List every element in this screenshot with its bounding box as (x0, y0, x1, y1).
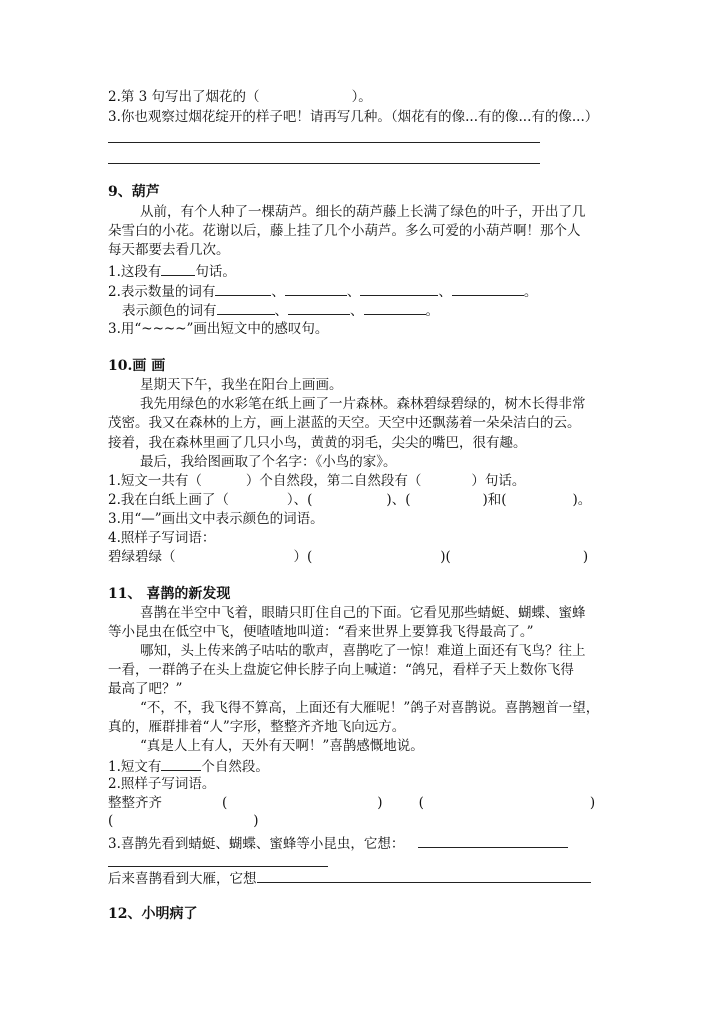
paragraph-line: 朵雪白的小花。花谢以后，藤上挂了几个小葫芦。多么可爱的小葫芦啊！那个人 (108, 223, 581, 239)
question-2-line (108, 88, 372, 106)
section-10-title: 10.画 画 (108, 358, 166, 374)
separator: 、 (271, 284, 285, 300)
question-line: 3.用“~~~~”画出短文中的感叹句。 (108, 321, 329, 337)
separator: 、 (346, 284, 361, 300)
paragraph-line: 最高了吧？” (108, 681, 183, 697)
question-line: 3.用“—”画出文中表示颜色的词语。 (108, 511, 324, 527)
question-3-line: 3.你也观察过烟花绽开的样子吧！请再写几种。（烟花有的像...有的像...有的像...） (108, 109, 599, 125)
question-text: )和( (482, 492, 507, 508)
question-text: )。 (572, 492, 592, 508)
answer-blank[interactable] (161, 756, 201, 771)
paren: ( (108, 813, 114, 829)
question-line (108, 472, 525, 490)
answer-blank[interactable] (360, 281, 438, 296)
separator: 、 (350, 303, 364, 319)
answer-blank[interactable] (418, 833, 568, 848)
paragraph-line: 从前，有个人种了一棵葫芦。细长的葫芦藤上长满了绿色的叶子，开出了几 (140, 204, 586, 220)
paragraph-line: 星期天下午，我坐在阳台上画画。 (140, 377, 343, 393)
answer-blank[interactable] (364, 300, 426, 315)
answer-blank[interactable] (285, 281, 347, 296)
answer-blank[interactable] (257, 868, 591, 883)
paren: ) (377, 795, 383, 811)
paren: ( (222, 795, 228, 811)
question-text: 2.第 3 句写出了烟花的（ (108, 89, 260, 105)
paren: ) (253, 813, 259, 829)
question-text: 1.这段有 (108, 264, 162, 280)
question-line (108, 281, 537, 301)
paren: ) (582, 549, 589, 565)
paragraph-line: “真是人上有人，天外有天啊！”喜鹊感慨地说。 (140, 738, 424, 754)
answer-blank[interactable] (161, 261, 195, 276)
paren: ( (418, 795, 424, 811)
question-line (122, 300, 439, 320)
answer-blank[interactable] (452, 281, 524, 296)
question-line (108, 794, 595, 812)
paragraph-line: 最后，我给图画取了个名字：《小鸟的家》。 (140, 454, 397, 470)
question-text: ）、( (286, 492, 313, 508)
paragraph-line: 等小昆虫在低空中飞，便喳喳地叫道：“看来世界上要算我飞得最高了。” (108, 624, 534, 640)
section-11-title: 11、 喜鹊的新发现 (108, 586, 231, 602)
answer-line[interactable] (108, 142, 540, 143)
question-text: 3.喜鹊先看到蜻蜓、蝴蝶、蜜蜂等小昆虫，它想： (108, 836, 405, 852)
separator: 、 (274, 303, 288, 319)
paragraph-line: 茂密。我又在森林的上方，画上湛蓝的天空。天空中还飘荡着一朵朵洁白的云。 (108, 415, 581, 431)
answer-line[interactable] (108, 163, 540, 164)
question-text: 1.短文一共有（ (108, 473, 202, 489)
question-line (108, 833, 568, 853)
period: 。 (425, 303, 439, 319)
paragraph-line: 一看，一群鸽子在头上盘旋它伸长脖子向上喊道：“鸽兄，看样子天上数你飞得 (108, 662, 574, 678)
answer-blank[interactable] (288, 300, 350, 315)
paren: )( (440, 549, 451, 565)
question-text: 表示颜色的词有 (122, 303, 217, 319)
separator: 、 (438, 284, 452, 300)
section-9-title: 9、葫芦 (108, 184, 160, 200)
question-text: 2.我在白纸上画了（ (108, 492, 229, 508)
question-line: 2.照样子写词语。 (108, 776, 216, 792)
question-text: 后来喜鹊看到大雁，它想 (108, 871, 257, 887)
paragraph-line: 喜鹊在半空中飞着，眼睛只盯住自己的下面。它看见那些蜻蜓、蝴蝶、蜜蜂 (140, 605, 586, 621)
question-line (108, 261, 236, 281)
paragraph-line: “不，不，我飞得不算高，上面还有大雁呢！”鸽子对喜鹊说。喜鹊翘首一望， (140, 700, 600, 716)
paragraph-line: 每天都要去看几次。 (108, 242, 230, 258)
question-text: ）个自然段，第二自然段有（ (245, 473, 422, 489)
question-line (108, 548, 588, 566)
answer-line[interactable] (108, 866, 328, 867)
paren: ）( (293, 549, 313, 565)
answer-blank[interactable] (215, 281, 271, 296)
example-word: 整整齐齐 (108, 795, 162, 811)
question-text: 个自然段。 (201, 759, 269, 775)
paragraph-line: 接着，我在森林里画了几只小鸟，黄黄的羽毛，尖尖的嘴巴，很有趣。 (108, 435, 527, 451)
section-12-title: 12、小明病了 (108, 906, 198, 922)
paragraph-line: 真的，雁群排着“人”字形，整整齐齐地飞向远方。 (108, 719, 406, 735)
question-line (108, 756, 269, 776)
example-word: 碧绿碧绿（ (108, 549, 176, 565)
question-text: 1.短文有 (108, 759, 162, 775)
question-line (108, 868, 591, 888)
period: 。 (523, 284, 538, 300)
question-text: 句话。 (195, 264, 236, 280)
question-text: )、( (386, 492, 411, 508)
question-text: ）。 (351, 89, 372, 105)
question-line (108, 812, 259, 830)
answer-blank[interactable] (217, 300, 275, 315)
paragraph-line: 哪知，头上传来鸽子咕咕的歌声，喜鹊吃了一惊！难道上面还有飞鸟？往上 (140, 643, 586, 659)
question-line: 4.照样子写词语： (108, 530, 216, 546)
question-text: 2.表示数量的词有 (108, 284, 216, 300)
question-text: ）句话。 (471, 473, 526, 489)
paren: ) (589, 795, 596, 811)
paragraph-line: 我先用绿色的水彩笔在纸上画了一片森林。森林碧绿碧绿的，树木长得非常 (140, 396, 586, 412)
question-line (108, 491, 591, 509)
